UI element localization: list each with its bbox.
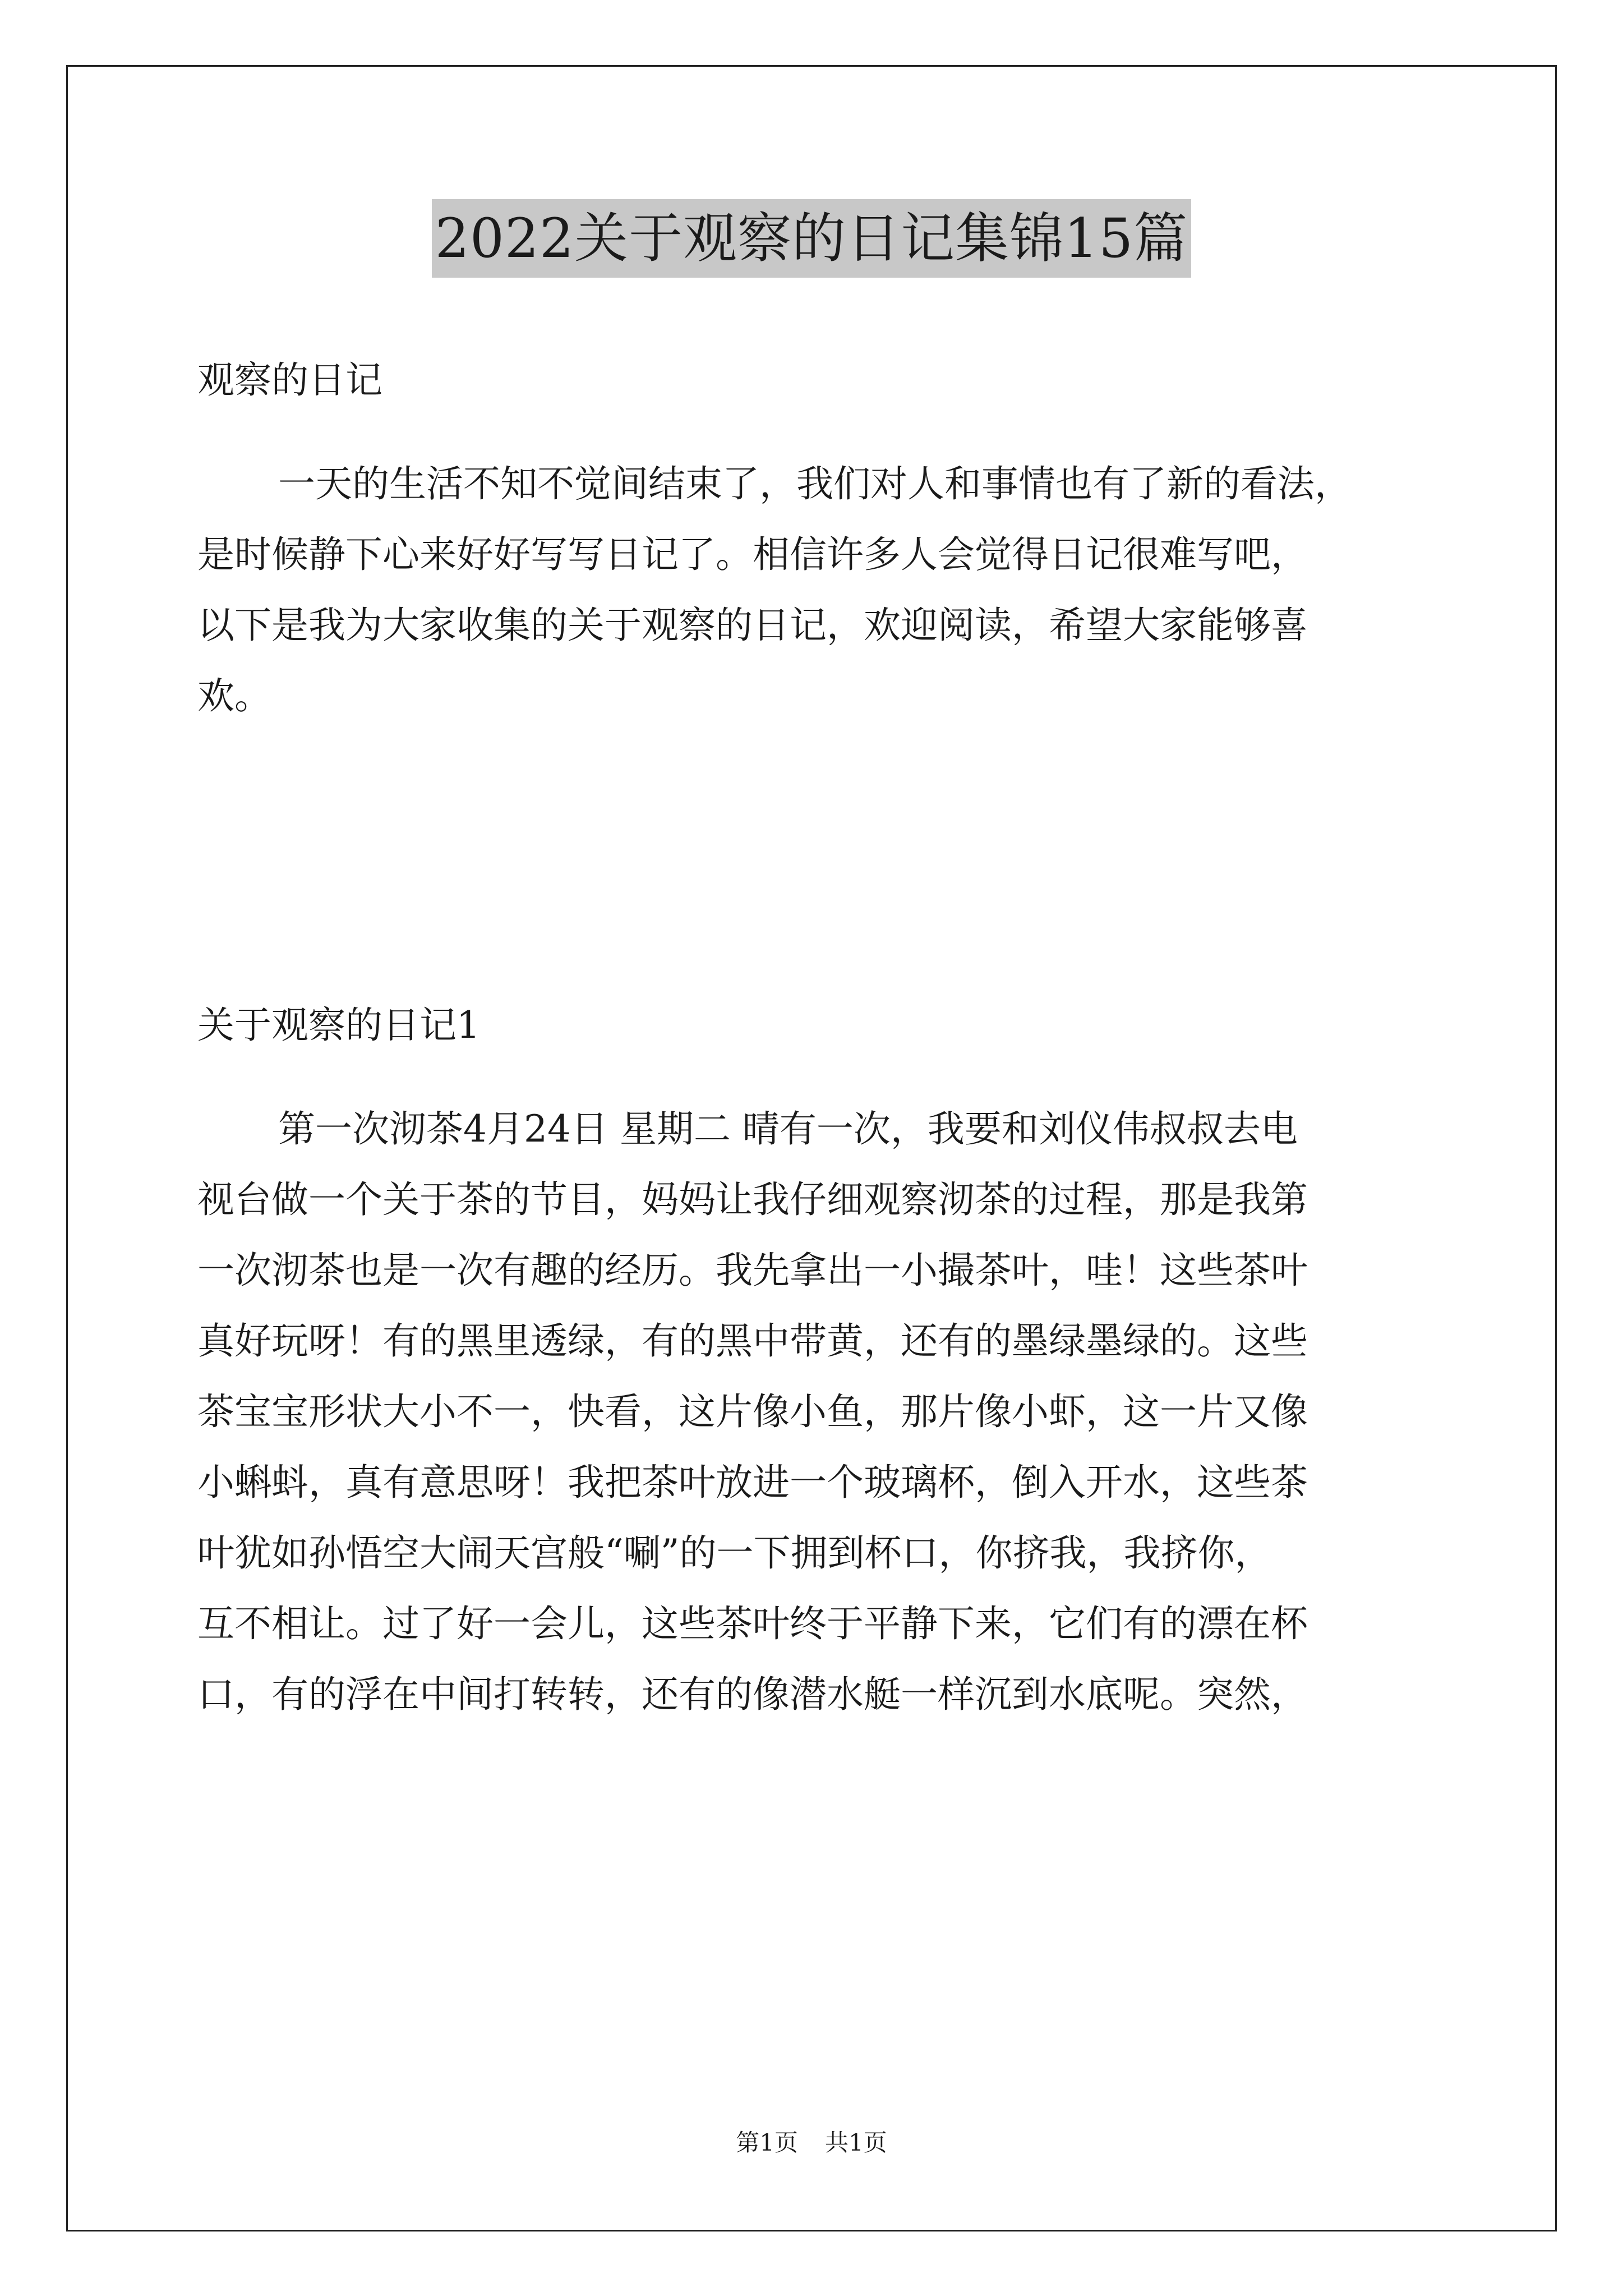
paragraph-line: 视台做一个关于茶的节目，妈妈让我仔细观察沏茶的过程，那是我第 [197, 1178, 1308, 1221]
paragraph-line: 一天的生活不知不觉间结束了，我们对人和事情也有了新的看法， [278, 462, 1352, 505]
intro-heading: 观察的日记 [197, 358, 382, 402]
section-heading: 关于观察的日记1 [197, 1004, 480, 1047]
paragraph-line: 以下是我为大家收集的关于观察的日记，欢迎阅读，希望大家能够喜 [197, 604, 1308, 647]
paragraph-line: 互不相让。过了好一会儿，这些茶叶终于平静下来，它们有的漂在杯 [197, 1602, 1308, 1645]
paragraph-line: 一次沏茶也是一次有趣的经历。我先拿出一小撮茶叶，哇！这些茶叶 [197, 1249, 1308, 1292]
paragraph-line: 小蝌蚪，真有意思呀！我把茶叶放进一个玻璃杯，倒入开水，这些茶 [197, 1461, 1308, 1504]
section-paragraph [197, 1094, 1439, 1730]
page-number-current: 第1页 [736, 2129, 798, 2156]
paragraph-line: 欢。 [197, 674, 271, 717]
title-container [0, 199, 1623, 278]
intro-paragraph [197, 449, 1439, 731]
page-number-total: 共1页 [825, 2129, 887, 2156]
document-title: 2022关于观察的日记集锦15篇 [432, 199, 1191, 278]
paragraph-line: 茶宝宝形状大小不一，快看，这片像小鱼，那片像小虾，这一片又像 [197, 1390, 1308, 1433]
paragraph-line: 叶犹如孙悟空大闹天宫般“唰”的一下拥到杯口，你挤我，我挤你， [197, 1531, 1272, 1575]
paragraph-line: 口，有的浮在中间打转转，还有的像潜水艇一样沉到水底呢。突然， [197, 1673, 1308, 1716]
paragraph-line: 是时候静下心来好好写写日记了。相信许多人会觉得日记很难写吧， [197, 533, 1308, 576]
page-footer [0, 2126, 1623, 2160]
paragraph-line: 真好玩呀！有的黑里透绿，有的黑中带黄，还有的墨绿墨绿的。这些 [197, 1319, 1308, 1363]
paragraph-line: 第一次沏茶4月24日 星期二 晴有一次，我要和刘仪伟叔叔去电 [278, 1107, 1298, 1151]
